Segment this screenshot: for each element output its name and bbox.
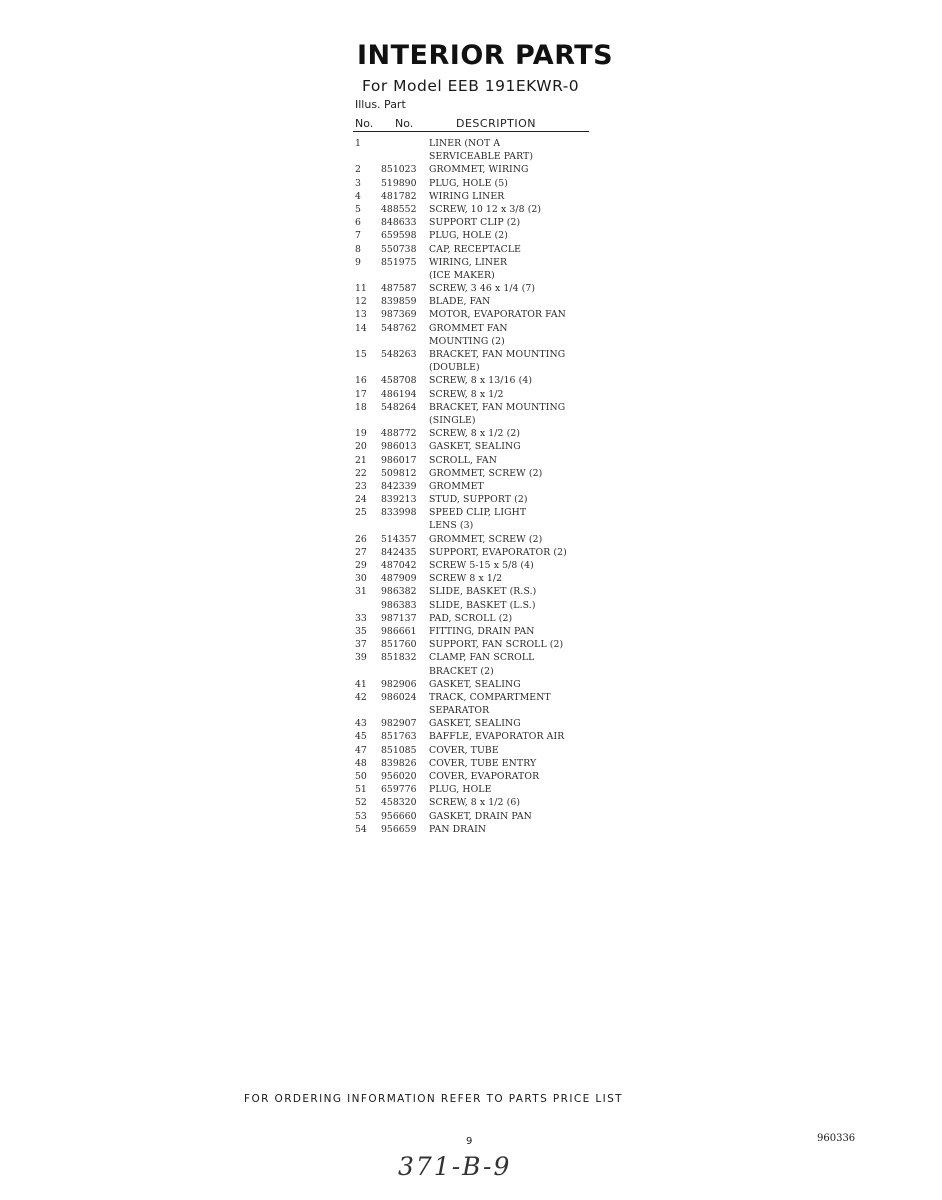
part-description: PLUG, HOLE (5) <box>429 177 508 189</box>
part-description: GROMMET <box>429 480 484 492</box>
part-description: GASKET, SEALING <box>429 441 521 453</box>
part-number: 851085 <box>381 744 417 756</box>
illus-number: 17 <box>355 388 367 400</box>
illus-number: 14 <box>355 322 367 334</box>
part-description: TRACK, COMPARTMENT <box>429 691 551 703</box>
part-description: PLUG, HOLE (2) <box>429 230 508 242</box>
part-description: (DOUBLE) <box>429 362 480 374</box>
part-row <box>355 783 615 796</box>
part-number: 986382 <box>381 586 417 598</box>
part-number: 839213 <box>381 494 417 506</box>
illus-number: 13 <box>355 309 367 321</box>
part-description: LINER (NOT A <box>429 138 501 149</box>
part-row <box>355 665 615 678</box>
part-description: BLADE, FAN <box>429 296 491 308</box>
part-description: SCREW, 8 x 1/2 (2) <box>429 428 521 440</box>
part-description: GROMMET, SCREW (2) <box>429 533 543 545</box>
part-row <box>355 612 615 625</box>
illus-number: 5 <box>355 203 361 215</box>
part-number: 851975 <box>381 256 417 268</box>
part-description: PAN DRAIN <box>429 823 487 835</box>
part-description: SCREW, 8 x 1/2 <box>429 388 504 400</box>
part-row <box>355 361 615 374</box>
illus-number: 6 <box>355 217 361 229</box>
part-row <box>355 335 615 348</box>
illus-number: 30 <box>355 573 367 585</box>
illus-no-header: No. <box>355 117 374 130</box>
part-row <box>355 572 615 585</box>
ordering-note: FOR ORDERING INFORMATION REFER TO PARTS PRICE LIST <box>244 1093 623 1105</box>
part-description: GASKET, SEALING <box>429 678 521 690</box>
part-row <box>355 150 615 163</box>
part-row <box>355 625 615 638</box>
part-number: 659598 <box>381 230 417 242</box>
part-row <box>355 770 615 783</box>
part-row <box>355 229 615 242</box>
part-row <box>355 730 615 743</box>
part-row <box>355 546 615 559</box>
illus-number: 19 <box>355 428 367 440</box>
part-description: SCREW, 10 12 x 3/8 (2) <box>429 203 542 215</box>
part-row <box>355 243 615 256</box>
part-row <box>355 216 615 229</box>
part-row <box>355 704 615 717</box>
part-description: WIRING, LINER <box>429 256 508 268</box>
illus-number: 37 <box>355 639 367 651</box>
part-row <box>355 744 615 757</box>
part-number: 987369 <box>381 309 417 321</box>
part-description: COVER, TUBE ENTRY <box>429 757 537 769</box>
part-number: 842339 <box>381 480 417 492</box>
part-description: SCREW 8 x 1/2 <box>429 573 503 585</box>
part-description: SCROLL, FAN <box>429 454 497 466</box>
part-number: 509812 <box>381 467 417 479</box>
illus-number: 1 <box>355 138 361 149</box>
part-row <box>355 506 615 519</box>
part-number: 956659 <box>381 823 417 835</box>
illus-number: 22 <box>355 467 367 479</box>
part-description: BRACKET (2) <box>429 665 494 677</box>
part-row <box>355 467 615 480</box>
illus-number: 53 <box>355 810 367 822</box>
part-description: COVER, TUBE <box>429 744 499 756</box>
part-row <box>355 322 615 335</box>
part-description: SPEED CLIP, LIGHT <box>429 507 527 519</box>
illus-number: 54 <box>355 823 367 835</box>
part-row <box>355 295 615 308</box>
part-description: CLAMP, FAN SCROLL <box>429 652 535 664</box>
illus-number: 52 <box>355 797 367 809</box>
part-number: 982906 <box>381 678 417 690</box>
part-row <box>355 269 615 282</box>
illus-number: 31 <box>355 586 367 598</box>
part-row <box>355 585 615 598</box>
part-description: BAFFLE, EVAPORATOR AIR <box>429 731 565 743</box>
part-description: WIRING LINER <box>429 190 505 202</box>
part-description: SEPARATOR <box>429 705 490 717</box>
illus-number: 11 <box>355 283 367 295</box>
part-description: FITTING, DRAIN PAN <box>429 625 535 637</box>
part-description: SLIDE, BASKET (R.S.) <box>429 586 537 598</box>
part-number: 481782 <box>381 190 417 202</box>
part-row <box>355 480 615 493</box>
part-description: SCREW, 3 46 x 1/4 (7) <box>429 283 536 295</box>
part-row <box>355 651 615 664</box>
part-number: 986017 <box>381 454 417 466</box>
part-number: 487587 <box>381 283 417 295</box>
illus-number: 3 <box>355 177 361 189</box>
part-description: GASKET, SEALING <box>429 718 521 730</box>
part-row <box>355 796 615 809</box>
part-description: STUD, SUPPORT (2) <box>429 494 528 506</box>
part-number: 548263 <box>381 349 417 360</box>
part-row <box>355 454 615 467</box>
illus-number: 21 <box>355 454 367 466</box>
part-number: 956020 <box>381 771 417 782</box>
part-row <box>355 519 615 532</box>
part-description: SUPPORT, EVAPORATOR (2) <box>429 546 567 558</box>
part-description: BRACKET, FAN MOUNTING <box>429 349 566 360</box>
part-row <box>355 757 615 770</box>
part-row <box>355 427 615 440</box>
model-subtitle: For Model EEB 191EKWR-0 <box>362 77 580 95</box>
part-number: 986383 <box>381 599 417 611</box>
part-row <box>355 308 615 321</box>
part-number: 487909 <box>381 573 417 585</box>
illus-number: 2 <box>355 164 361 176</box>
part-number: 488772 <box>381 428 417 440</box>
part-description: GASKET, DRAIN PAN <box>429 810 532 822</box>
part-row <box>355 823 615 836</box>
part-row <box>355 256 615 269</box>
illus-number: 18 <box>355 401 367 413</box>
part-number: 488552 <box>381 203 417 215</box>
part-number: 851763 <box>381 731 417 743</box>
part-description: PLUG, HOLE <box>429 784 492 796</box>
part-number: 659776 <box>381 784 417 796</box>
part-row <box>355 810 615 823</box>
illus-number: 12 <box>355 296 367 308</box>
illus-number: 48 <box>355 757 367 769</box>
part-number: 851760 <box>381 639 417 651</box>
illus-number: 25 <box>355 507 367 519</box>
illus-number: 33 <box>355 612 367 624</box>
part-number: 519890 <box>381 177 417 189</box>
part-row <box>355 717 615 730</box>
part-row <box>355 374 615 387</box>
handwritten-note: 371-B-9 <box>398 1152 512 1181</box>
illus-part-header: Illus. Part <box>355 98 406 111</box>
illus-number: 45 <box>355 731 367 743</box>
part-description: SCREW 5-15 x 5/8 (4) <box>429 560 534 571</box>
part-no-header: No. <box>395 117 414 130</box>
part-description: (ICE MAKER) <box>429 269 495 281</box>
part-description: GROMMET FAN <box>429 322 508 334</box>
part-description: (SINGLE) <box>429 414 476 426</box>
part-number: 986013 <box>381 441 417 453</box>
illus-number: 24 <box>355 494 367 506</box>
illus-number: 16 <box>355 375 367 387</box>
part-description: MOUNTING (2) <box>429 335 505 347</box>
part-row <box>355 282 615 295</box>
illus-number: 39 <box>355 652 367 664</box>
part-number: 458708 <box>381 375 417 387</box>
part-row <box>355 533 615 546</box>
illus-number: 7 <box>355 230 361 242</box>
illus-number: 35 <box>355 625 367 637</box>
illus-number: 27 <box>355 546 367 558</box>
part-description: SERVICEABLE PART) <box>429 151 534 163</box>
part-description: GROMMET, WIRING <box>429 164 529 176</box>
illus-number: 9 <box>355 256 361 268</box>
part-row <box>355 414 615 427</box>
description-header: DESCRIPTION <box>456 117 536 130</box>
part-number: 982907 <box>381 718 417 730</box>
illus-number: 41 <box>355 678 367 690</box>
part-row <box>355 691 615 704</box>
header-divider <box>353 131 589 132</box>
part-row <box>355 440 615 453</box>
part-description: SCREW, 8 x 1/2 (6) <box>429 797 521 809</box>
part-description: CAP, RECEPTACLE <box>429 243 522 255</box>
part-description: SUPPORT CLIP (2) <box>429 217 521 229</box>
illus-number: 26 <box>355 533 367 545</box>
part-description: MOTOR, EVAPORATOR FAN <box>429 309 566 321</box>
part-row <box>355 559 615 572</box>
illus-number: 50 <box>355 771 367 782</box>
illus-number: 4 <box>355 190 361 202</box>
part-number: 986661 <box>381 625 417 637</box>
illus-number: 8 <box>355 243 361 255</box>
part-description: SCREW, 8 x 13/16 (4) <box>429 375 533 387</box>
part-row <box>355 203 615 216</box>
part-number: 833998 <box>381 507 417 519</box>
part-row <box>355 493 615 506</box>
illus-number: 29 <box>355 560 367 571</box>
illus-number: 20 <box>355 441 367 453</box>
part-number: 486194 <box>381 388 417 400</box>
part-number: 851832 <box>381 652 417 664</box>
part-description: SUPPORT, FAN SCROLL (2) <box>429 639 564 651</box>
part-row <box>355 348 615 361</box>
illus-number: 47 <box>355 744 367 756</box>
part-number: 986024 <box>381 691 417 703</box>
part-number: 514357 <box>381 533 417 545</box>
illus-number: 15 <box>355 349 367 360</box>
illus-number: 43 <box>355 718 367 730</box>
part-description: SLIDE, BASKET (L.S.) <box>429 599 536 611</box>
illus-number: 51 <box>355 784 367 796</box>
illus-number: 42 <box>355 691 367 703</box>
page-number: 9 <box>466 1136 473 1147</box>
part-number: 548762 <box>381 322 417 334</box>
part-description: COVER, EVAPORATOR <box>429 771 540 782</box>
part-row <box>355 177 615 190</box>
page-title: INTERIOR PARTS <box>357 40 614 71</box>
part-row <box>355 137 615 150</box>
part-number: 987137 <box>381 612 417 624</box>
part-number: 458320 <box>381 797 417 809</box>
part-row <box>355 638 615 651</box>
part-row <box>355 190 615 203</box>
part-row <box>355 599 615 612</box>
part-row <box>355 678 615 691</box>
part-number: 550738 <box>381 243 417 255</box>
part-number: 487042 <box>381 560 417 571</box>
part-number: 839826 <box>381 757 417 769</box>
part-number: 548264 <box>381 401 417 413</box>
part-description: LENS (3) <box>429 520 474 532</box>
part-number: 842435 <box>381 546 417 558</box>
parts-list <box>355 137 615 836</box>
illus-number: 23 <box>355 480 367 492</box>
part-description: GROMMET, SCREW (2) <box>429 467 543 479</box>
part-row <box>355 163 615 176</box>
part-number: 956660 <box>381 810 417 822</box>
document-number: 960336 <box>817 1133 856 1144</box>
part-number: 848633 <box>381 217 417 229</box>
part-row <box>355 388 615 401</box>
part-description: PAD, SCROLL (2) <box>429 612 513 624</box>
part-number: 839859 <box>381 296 417 308</box>
part-row <box>355 401 615 414</box>
part-description: BRACKET, FAN MOUNTING <box>429 401 566 413</box>
part-number: 851023 <box>381 164 417 176</box>
